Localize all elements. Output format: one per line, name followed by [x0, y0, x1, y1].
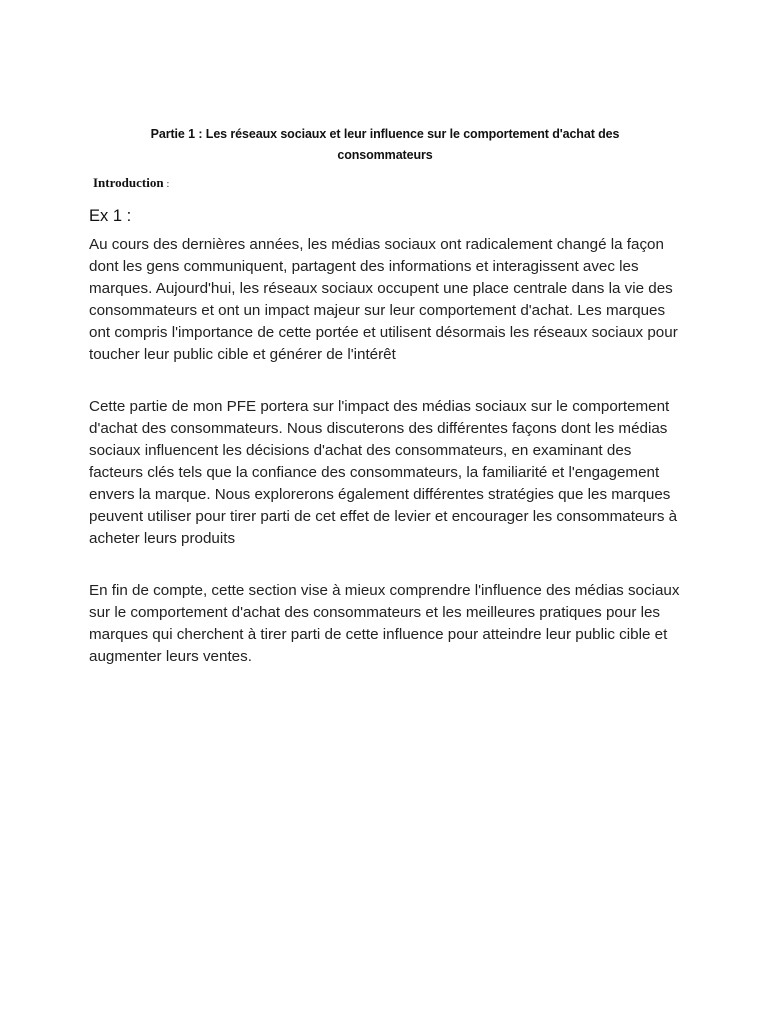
introduction-heading: [93, 174, 169, 193]
introduction-colon: :: [163, 178, 170, 190]
paragraph: Cette partie de mon PFE portera sur l'impact des médias sociaux sur le comportement d'achat des consommateurs. Nous discuterons des différentes façons dont les médias sociaux influencent les décisions d'achat des consommateurs, en examinant des facteurs clés tels que la confiance des consommateurs, la familiarité et l'engagement envers la marque. Nous explorerons également différentes stratégies que les marques peuvent utiliser pour tirer parti de cet effet de levier et encourager les consommateurs à acheter leurs produits: [89, 398, 678, 547]
paragraph: En fin de compte, cette section vise à mieux comprendre l'influence des médias sociaux sur le comportement d'achat des consommateurs et les meilleures pratiques pour les marques qui cherchent à tirer parti de cette influence pour atteindre leur public cible et augmenter leurs ventes.: [89, 582, 680, 665]
paragraph: Au cours des dernières années, les médias sociaux ont radicalement changé la façon dont les gens communiquent, partagent des informations et interagissent avec les marques. Aujourd'hui, les réseaux sociaux occupent une place centrale dans la vie des consommateurs et ont un impact majeur sur leur comportement d'achat. Les marques ont compris l'importance de cette portée et utilisent désormais les réseaux sociaux pour toucher leur public cible et générer de l'intérêt: [89, 236, 678, 363]
introduction-label: Introduction: [93, 175, 164, 190]
document-title: Partie 1 : Les réseaux sociaux et leur influence sur le comportement d'achat des consommateurs: [150, 127, 620, 162]
exercise-heading: Ex 1 :: [89, 207, 132, 225]
